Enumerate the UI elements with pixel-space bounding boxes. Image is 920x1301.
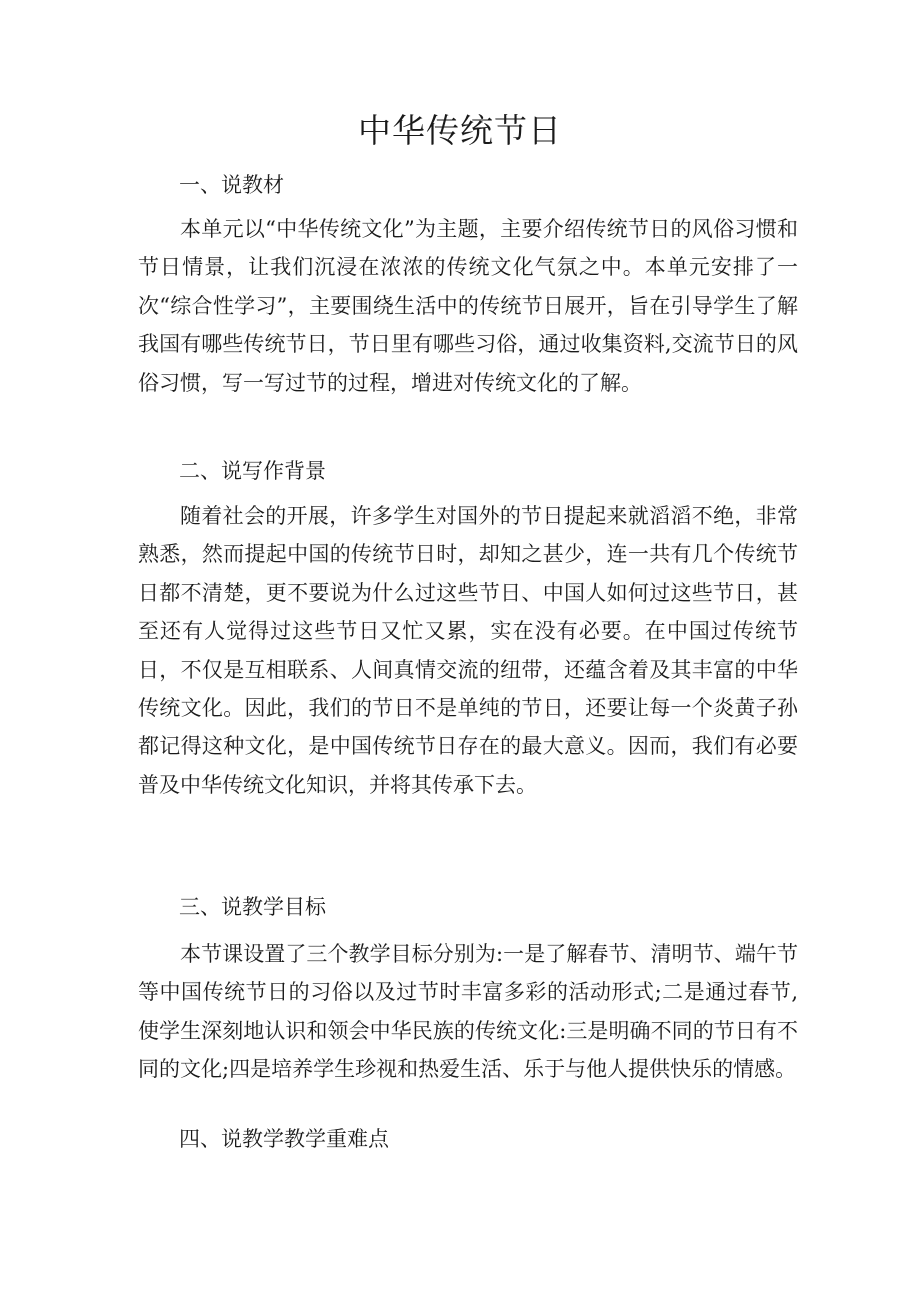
section-heading-3: 三、说教学目标 (179, 895, 326, 919)
section-heading-2: 二、说写作背景 (179, 459, 326, 483)
section-paragraph-2: 随着社会的开展，许多学生对国外的节日提起来就滔滔不绝，非常熟悉，然而提起中国的传统节日时，却知之甚少，连一共有几个传统节日都不清楚，更不要说为什么过这些节日、中国人如何过这些节日，甚至还有人觉得过这些节日又忙又累，实在没有必要。在中国过传统节日，不仅是互相联系、人间真情交流的纽带，还蕴含着及其丰富的中华传统文化。因此，我们的节日不是单纯的节日，还要让每一个炎黄子孙都记得这种文化，是中国传统节日存在的最大意义。因而，我们有必要普及中华传统文化知识，并将其传承下去。 (138, 504, 798, 797)
section-paragraph-1: 本单元以“中华传统文化”为主题，主要介绍传统节日的风俗习惯和节日情景，让我们沉浸在浓浓的传统文化气氛之中。本单元安排了一次“综合性学习”，主要围绕生活中的传统节日展开，旨在引导学生了解我国有哪些传统节日，节日里有哪些习俗，通过收集资料,交流节日的风俗习惯，写一写过节的过程，增进对传统文化的了解。 (138, 217, 798, 395)
page-title: 中华传统节日 (358, 111, 562, 150)
section-heading-4: 四、说教学教学重难点 (179, 1127, 389, 1151)
section-heading-1: 一、说教材 (179, 173, 284, 197)
section-paragraph-3: 本节课设置了三个教学目标分别为:一是了解春节、清明节、端午节等中国传统节日的习俗以及过节时丰富多彩的活动形式;二是通过春节,使学生深刻地认识和领会中华民族的传统文化:三是明确不同的节日有不同的文化;四是培养学生珍视和热爱生活、乐于与他人提供快乐的情感。 (138, 942, 798, 1082)
